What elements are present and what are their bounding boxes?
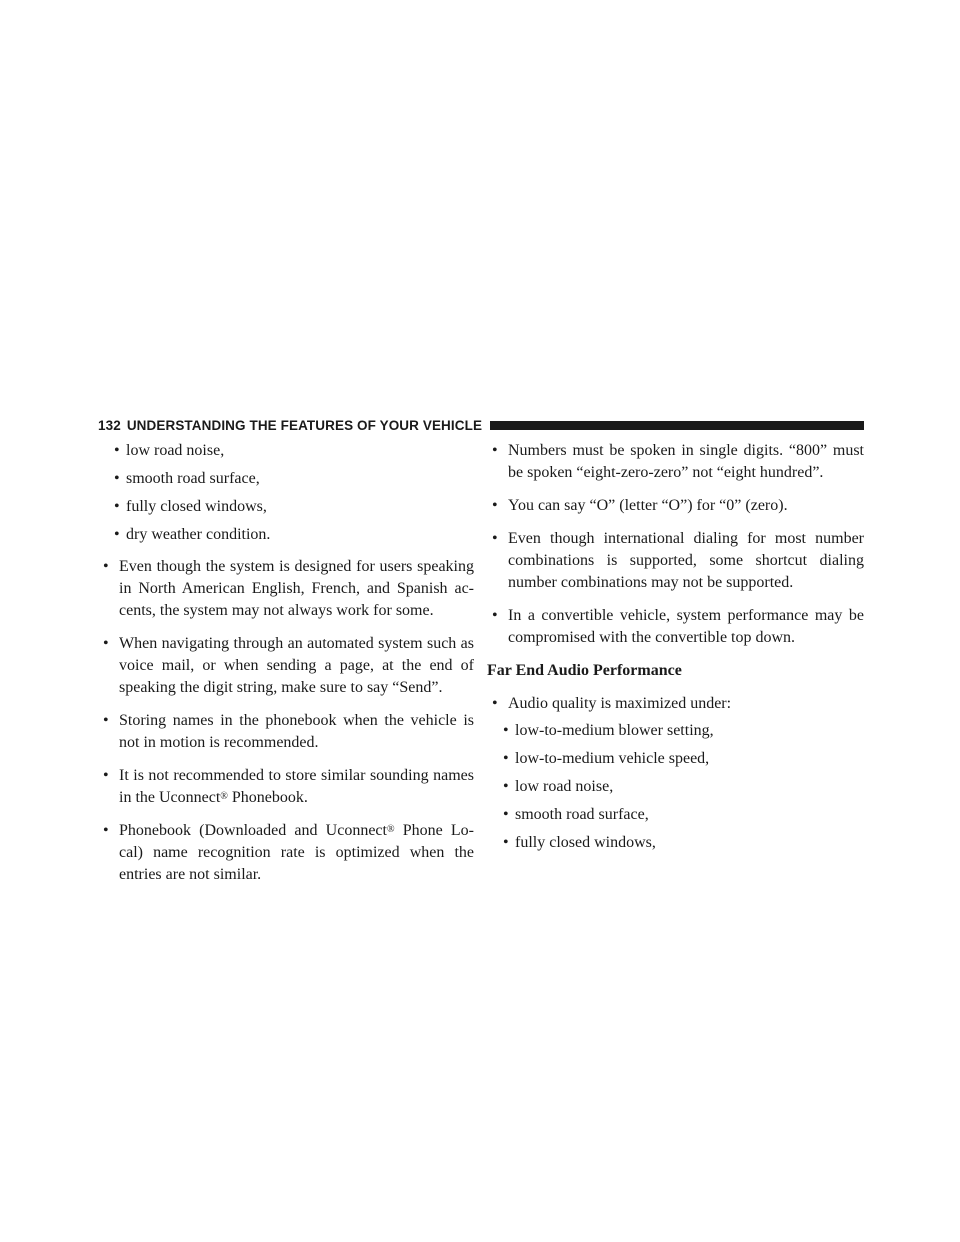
page-header [98, 416, 864, 434]
item-text: Phonebook. [227, 789, 308, 806]
page-number: 132 [98, 417, 121, 433]
item-text: • Audio quality is maximized under: [508, 695, 732, 712]
list-item: • dry weather condition. [98, 524, 474, 546]
list-item: • In a convertible vehicle, system performance may be compromised with the convertible top down. [487, 605, 864, 649]
list-item: • low-to-medium vehicle speed, [487, 748, 864, 770]
registered-mark: ® [386, 824, 395, 835]
section-heading: Far End Audio Performance [487, 662, 682, 679]
list-item [98, 820, 474, 886]
right-column [487, 440, 864, 865]
list-item: • You can say “O” (letter “O”) for “0” (zero). [487, 495, 864, 517]
list-item: • smooth road surface, [98, 468, 474, 490]
list-item: • fully closed windows, [487, 832, 864, 854]
list-item: • smooth road surface, [487, 804, 864, 826]
left-column [98, 440, 474, 897]
list-item: • Even though the system is designed for users speaking in North American English, French, and Spanish ac-cents, the system may not always work for some. [98, 556, 474, 622]
list-item [487, 693, 864, 854]
item-text: Phone Lo-cal) name recognition rate is optimized when the entries are not similar. [119, 822, 474, 883]
audio-conditions-sublist [487, 720, 864, 854]
list-item: • low-to-medium blower setting, [487, 720, 864, 742]
list-item: • Storing names in the phonebook when the vehicle is not in motion is recommended. [98, 710, 474, 754]
list-item: • low road noise, [98, 440, 474, 462]
list-item: • low road noise, [487, 776, 864, 798]
list-item [98, 765, 474, 809]
list-item: • Numbers must be spoken in single digits. “800” must be spoken “eight-zero-zero” not “eight hundred”. [487, 440, 864, 484]
conditions-sublist [98, 440, 474, 546]
item-text: It is not recommended to store similar sounding names in the Uconnect [119, 767, 474, 806]
item-text: Phonebook (Downloaded and Uconnect [119, 822, 387, 839]
list-item: • When navigating through an automated system such as voice mail, or when sending a page, at the end of speaking the digit string, make sure to say “Send”. [98, 633, 474, 699]
registered-mark: ® [220, 791, 228, 802]
list-item: • Even though international dialing for most number combinations is supported, some shortcut dialing number combinations may not be supported. [487, 528, 864, 594]
section-title: UNDERSTANDING THE FEATURES OF YOUR VEHICLE [126, 417, 483, 433]
list-item: • fully closed windows, [98, 496, 474, 518]
header-rule [490, 421, 864, 430]
